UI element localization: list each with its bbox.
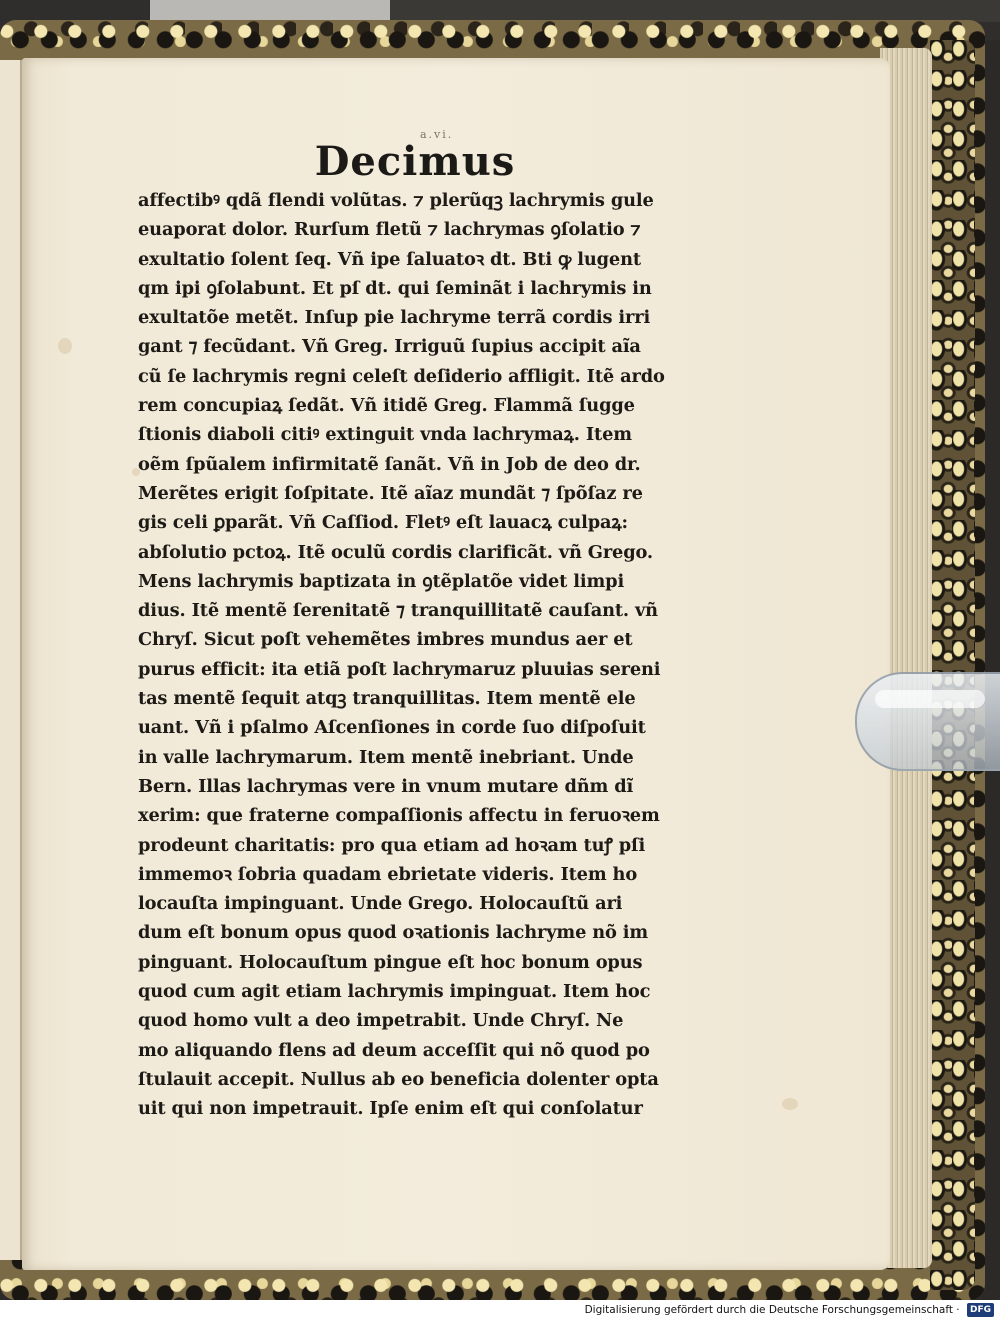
text-line: xerim: que fraterne compaſſionis affectu in feruoꝛem	[138, 805, 660, 827]
text-line: tas mentẽ ſequit atqꝫ tranquillitas. Item mentẽ ele	[138, 688, 636, 710]
text-line: Merẽtes erigit ſoſpitate. Itẽ aĩaz mundãt ⁊ ſpõſaz re	[138, 482, 643, 504]
text-line: abſolutio pctoꝝ. Itẽ oculũ cordis clarificãt. vñ Grego.	[138, 541, 653, 563]
text-line: oẽm ſpũalem infirmitatẽ ſanãt. Vñ in Job de deo dr.	[138, 453, 641, 475]
paper-stain	[782, 1098, 798, 1110]
text-line: affectibꝰ qdã flendi volũtas. ⁊ plerũqꝫ lachrymis gule	[138, 190, 654, 211]
text-line: cũ ſe lachrymis regni celeſt deſiderio affligit. Itẽ ardo	[138, 365, 665, 387]
text-line: gant ⁊ fecũdant. Vñ Greg. Irriguũ ſupius accipit aĩa	[138, 336, 641, 358]
text-line: immemoꝛ ſobria quadam ebrietate videris. Item ho	[138, 863, 638, 885]
book-clamp	[855, 672, 1000, 771]
text-line: mo aliquando flens ad deum acceſſit qui nõ quod po	[138, 1039, 650, 1061]
text-line: gis celi ꝑparãt. Vñ Caſſiod. Fletꝰ eſt lauacꝝ culpaꝝ:	[138, 512, 628, 534]
text-line: locauſta impinguant. Unde Grego. Holocauſtũ ari	[138, 893, 623, 915]
funding-credit: Digitalisierung gefördert durch die Deutsche Forschungsgemeinschaft	[584, 1304, 953, 1316]
text-line: dum eſt bonum opus quod oꝛationis lachryme nõ im	[138, 922, 649, 944]
clamp-glint	[875, 690, 985, 708]
running-head: Decimus	[314, 138, 516, 185]
text-line: qm ipi ꝯſolabunt. Et pſ dt. qui ſeminãt i lachrymis in	[138, 277, 652, 299]
left-page-sliver	[0, 60, 22, 1260]
text-line: exultatõe metẽt. Inſup pie lachryme terrã cordis irri	[138, 307, 651, 329]
marbled-cover-edge	[930, 40, 975, 1290]
text-line: pinguant. Holocauſtum pingue eſt hoc bonum opus	[138, 951, 643, 973]
marginal-mark: a.vi.	[420, 128, 454, 141]
text-line: Bern. Illas lachrymas vere in vnum mutare dñm dĩ	[138, 775, 634, 797]
separator: ·	[956, 1304, 963, 1316]
text-line: prodeunt charitatis: pro qua etiam ad hoꝛam tuꝭ pſi	[138, 834, 646, 856]
footer-bar	[0, 1300, 1000, 1320]
text-line: uant. Vñ i pſalmo Aſcenſiones in corde ſuo diſpoſuit	[138, 717, 646, 739]
text-line: dius. Itẽ mentẽ ſerenitatẽ ⁊ tranquillitatẽ cauſant. vñ	[138, 600, 658, 622]
text-line: in valle lachrymarum. Item mentẽ inebriant. Unde	[138, 746, 634, 768]
text-line: rem concupiaꝝ ſedãt. Vñ itidẽ Greg. Flammã ſugge	[138, 395, 635, 417]
text-block	[138, 186, 734, 1124]
text-line: quod cum agit etiam lachrymis impinguat. Item hoc	[138, 981, 651, 1003]
top-dark-area	[390, 0, 1000, 22]
text-line: uit qui non impetrauit. Ipſe enim eſt qui conſolatur	[138, 1098, 643, 1120]
text-line: ſtulauit accepit. Nullus ab eo beneficia dolenter opta	[138, 1068, 659, 1090]
text-line: euaporat dolor. Rurſum fletũ ⁊ lachrymas ꝯſolatio ⁊	[138, 219, 641, 241]
text-line: Chryſ. Sicut poſt vehemẽtes imbres mundus aer et	[138, 629, 633, 651]
text-line: quod homo vult a deo impetrabit. Unde Chryſ. Ne	[138, 1010, 624, 1032]
paper-stain	[58, 338, 72, 354]
dfg-logo: DFG	[967, 1303, 994, 1317]
text-line: exultatio ſolent ſeq. Vñ ipe ſaluatoꝛ dt. Bti ꝙ lugent	[138, 248, 641, 270]
text-line: Mens lachrymis baptizata in ꝯtẽplatõe videt limpi	[138, 570, 625, 592]
text-line: ſtionis diaboli citiꝰ extinguit vnda lachrymaꝝ. Item	[138, 424, 632, 446]
text-line: purus efficit: ita etiã poſt lachrymaruz pluuias sereni	[138, 658, 661, 680]
